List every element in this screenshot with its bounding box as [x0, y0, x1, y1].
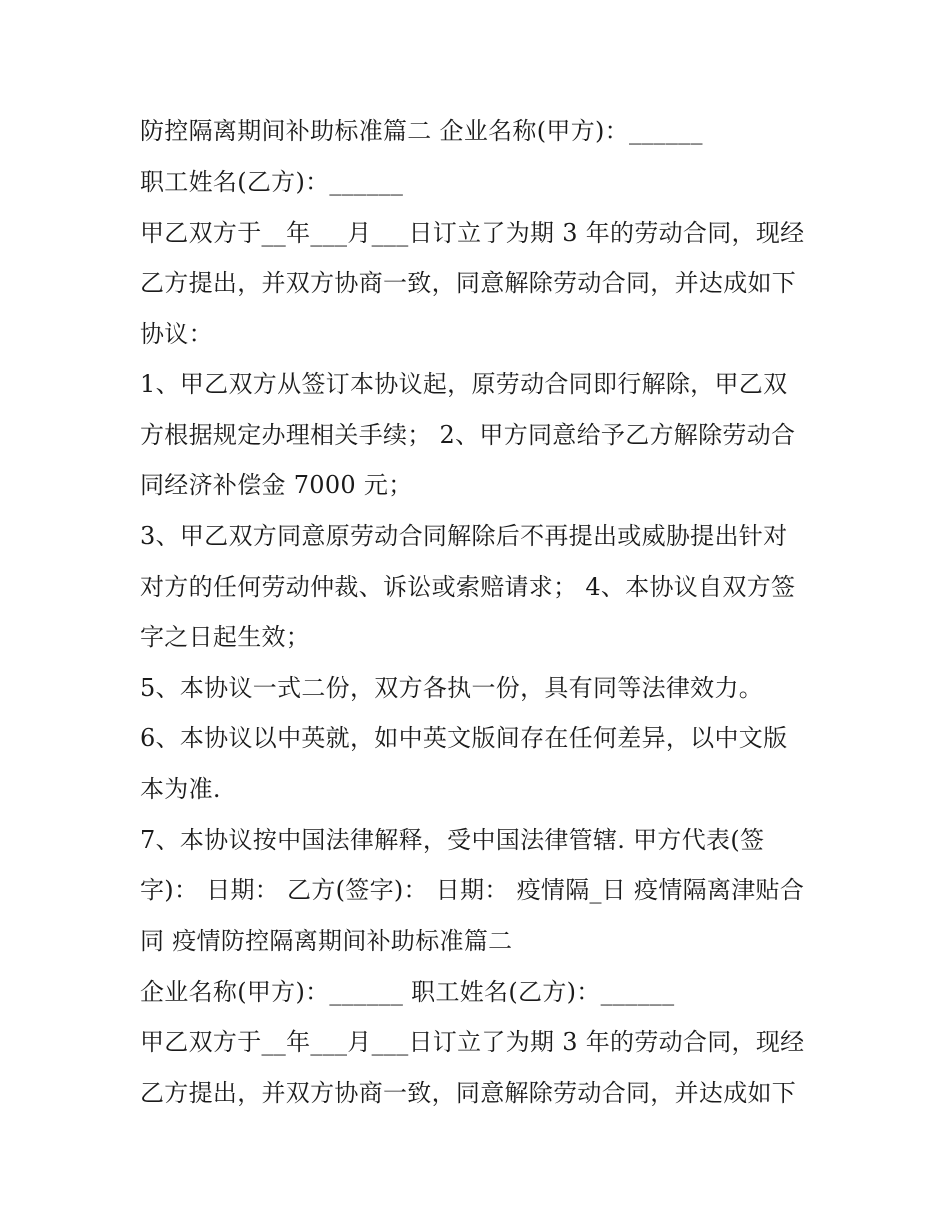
- text-line: 5、本协议一式二份，双方各执一份，具有同等法律效力。: [140, 674, 764, 702]
- text-line: 方根据规定办理相关手续； 2、甲方同意给予乙方解除劳动合: [140, 421, 796, 449]
- text-line: 字)： 日期： 乙方(签字)： 日期： 疫情隔_日 疫情隔离津贴合: [140, 876, 805, 904]
- text-line: 1、甲乙双方从签订本协议起，原劳动合同即行解除，甲乙双: [140, 370, 788, 398]
- text-line: 乙方提出，并双方协商一致，同意解除劳动合同，并达成如下: [140, 269, 797, 297]
- text-line: 同 疫情防控隔离期间补助标准篇二: [140, 927, 513, 955]
- text-line: 企业名称(甲方)：______ 职工姓名(乙方)：______: [140, 978, 675, 1006]
- text-line: 协议：: [140, 320, 213, 348]
- text-line: 6、本协议以中英就，如中英文版间存在任何差异，以中文版: [140, 724, 788, 752]
- text-line: 乙方提出，并双方协商一致，同意解除劳动合同，并达成如下: [140, 1079, 797, 1107]
- text-line: 甲乙双方于__年___月___日订立了为期 3 年的劳动合同，现经: [140, 219, 805, 247]
- text-line: 防控隔离期间补助标准篇二 企业名称(甲方)：______: [140, 117, 703, 145]
- text-line: 职工姓名(乙方)：______: [140, 168, 404, 196]
- text-line: 本为准.: [140, 775, 221, 803]
- text-line: 7、本协议按中国法律解释，受中国法律管辖. 甲方代表(签: [140, 826, 765, 854]
- text-line: 同经济补偿金 7000 元；: [140, 471, 413, 499]
- text-line: 3、甲乙双方同意原劳动合同解除后不再提出或威胁提出针对: [140, 522, 788, 550]
- text-line: 甲乙双方于__年___月___日订立了为期 3 年的劳动合同，现经: [140, 1028, 805, 1056]
- text-line: 对方的任何劳动仲裁、诉讼或索赔请求； 4、本协议自双方签: [140, 573, 796, 601]
- text-line: 字之日起生效；: [140, 623, 311, 651]
